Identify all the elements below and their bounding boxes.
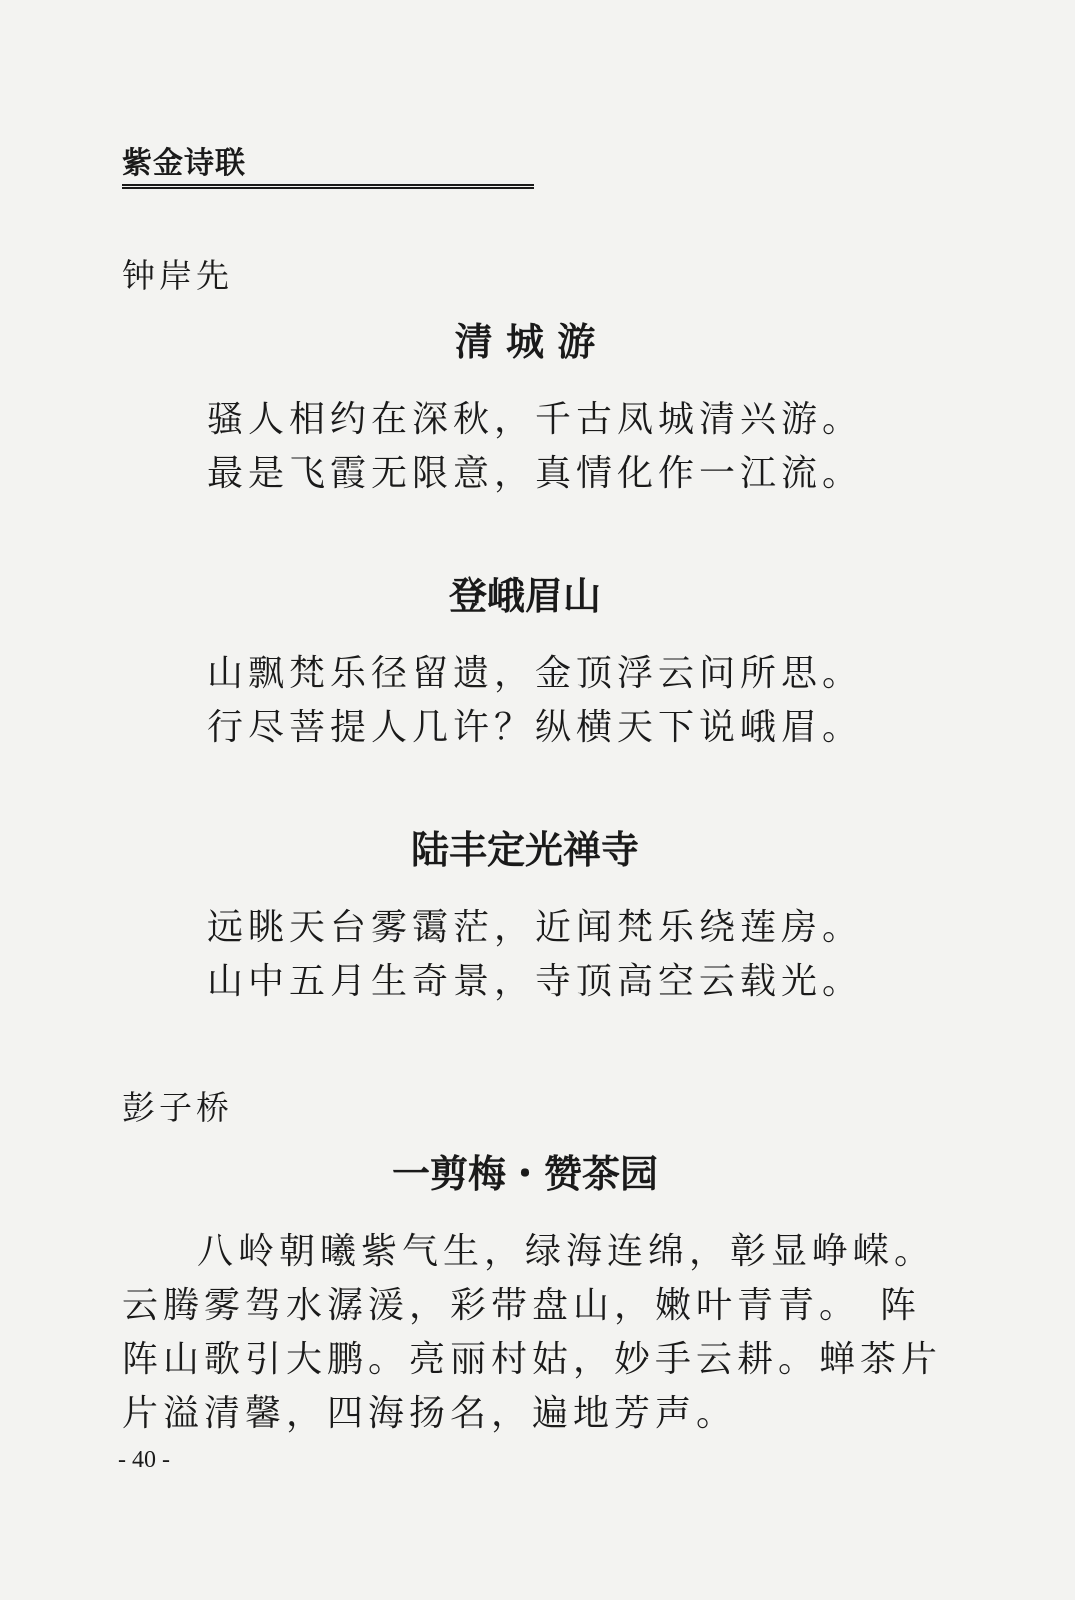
- verse-line: 阵山歌引大鹏。亮丽村姑，妙手云耕。蝉茶片: [122, 1339, 943, 1380]
- header-title: 紫金诗联: [122, 146, 246, 181]
- poem-title: 登峨眉山: [448, 573, 601, 618]
- poem-title: 一剪梅・赞茶园: [391, 1151, 658, 1196]
- poem-title: 陆丰定光禅寺: [410, 827, 639, 872]
- verse-line: 云腾雾驾水潺湲，彩带盘山，嫩叶青青。: [122, 1285, 861, 1326]
- header-rule: [122, 184, 534, 189]
- verse-line: 八岭朝曦紫气生，绿海连绵，彰显峥嵘。: [197, 1231, 936, 1272]
- author-name: 彭子桥: [122, 1088, 233, 1127]
- poem-title: 清 城 游: [454, 319, 596, 364]
- verse-line: 山飘梵乐径留遗，金顶浮云问所思。: [207, 653, 864, 694]
- verse-line: 片溢清馨，四海扬名，遍地芳声。: [122, 1393, 738, 1434]
- verse-line: 山中五月生奇景，寺顶高空云载光。: [207, 961, 864, 1002]
- verse-line: 骚人相约在深秋，千古凤城清兴游。: [207, 399, 864, 440]
- verse-line: 行尽菩提人几许？纵横天下说峨眉。: [207, 707, 864, 748]
- verse-line: 最是飞霞无限意，真情化作一江流。: [207, 453, 864, 494]
- verse-line: 阵: [880, 1285, 922, 1326]
- verse-line: 远眺天台雾霭茫，近闻梵乐绕莲房。: [207, 907, 864, 948]
- running-header: [122, 146, 534, 190]
- page-number: - 40 -: [118, 1447, 170, 1473]
- author-name: 钟岸先: [122, 256, 233, 295]
